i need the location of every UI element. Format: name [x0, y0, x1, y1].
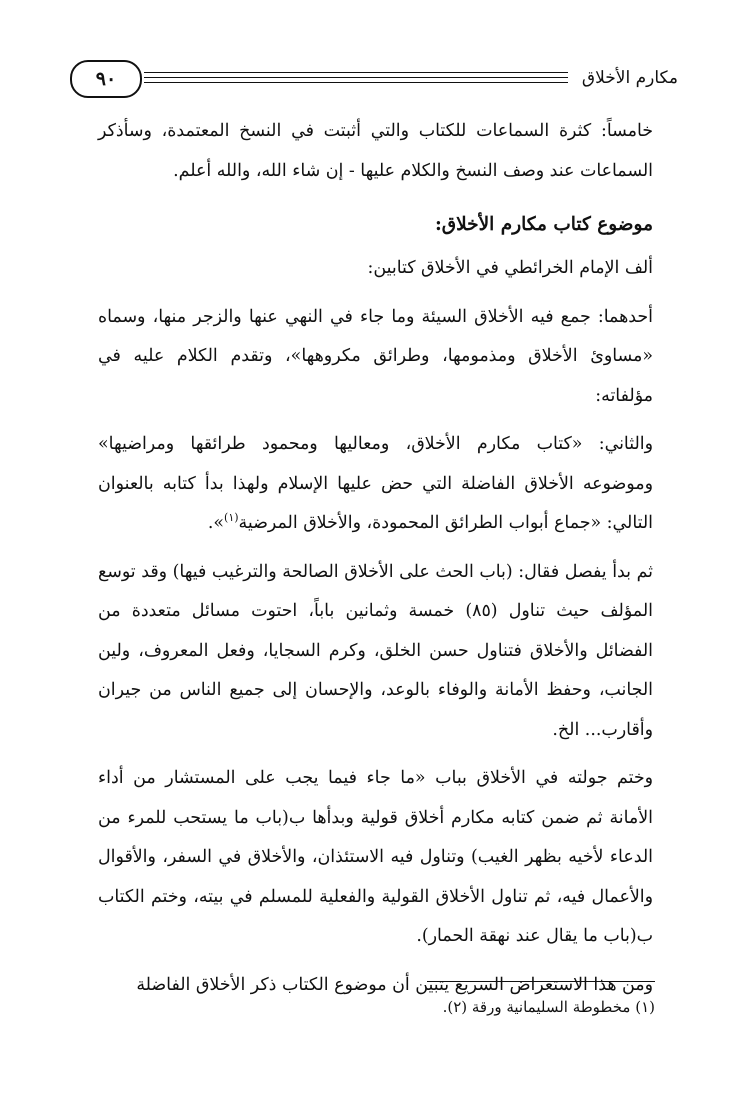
- footnote-divider: [427, 981, 655, 982]
- paragraph-text: ».: [207, 513, 225, 533]
- section-heading: موضوع كتاب مكارم الأخلاق:: [434, 214, 653, 235]
- paragraph: وختم جولته في الأخلاق بباب «ما جاء فيما يجب على المستشار من أداء الأمانة ثم ضمن كتابه مكارم أخلاق قولية وبدأها ب(باب ما يستحب للمرء من الدعاء لأخيه بظهر الغيب) وتناول فيه الاستئذان، والأخلاق في السفر، والأقوال والأعمال فيه، ثم تناول الأخلاق القولية والفعلية للمسلم في بيته، وختم الكتاب ب(باب ما يقال عند نهقة الحمار).: [98, 768, 653, 946]
- paragraph: خامساً: كثرة السماعات للكتاب والتي أثبتت في النسخ المعتمدة، وسأذكر السماعات عند وصف النسخ والكلام عليها - إن شاء الله، والله أعلم.: [98, 121, 653, 181]
- header-rule: [144, 77, 568, 78]
- page-number: ٩٠: [70, 60, 142, 98]
- main-text: [98, 112, 653, 1014]
- page-header: [70, 60, 678, 100]
- footnote-reference: (١): [224, 511, 239, 525]
- paragraph: [98, 425, 653, 544]
- paragraph: ثم بدأ يفصل فقال: (باب الحث على الأخلاق الصالحة والترغيب فيها) وقد توسع المؤلف حيث تناول (٨٥) خمسة وثمانين باباً، احتوت مسائل متعددة من الفضائل والأخلاق فتناول حسن الخلق، وكرم السجايا، وفعل المعروف، ولين الجانب، وحفظ الأمانة والوفاء بالوعد، والإحسان إلى جميع الناس من جيران وأقارب... الخ.: [98, 561, 653, 740]
- paragraph: أحدهما: جمع فيه الأخلاق السيئة وما جاء في النهي عنها والزجر منها، وسماه «مساوئ الأخلاق ومذمومها، وطرائق مكروهها»، وتقدم الكلام عليه في مؤلفاته:: [98, 306, 653, 406]
- paragraph: ومن هذا الاستعراض السريع يتبين أن موضوع الكتاب ذكر الأخلاق الفاضلة: [136, 974, 653, 995]
- header-rule: [144, 82, 568, 83]
- running-title: مكارم الأخلاق: [574, 68, 678, 88]
- header-rule: [144, 72, 568, 73]
- paragraph-text: والثاني: «كتاب مكارم الأخلاق، ومعاليها ومحمود طرائقها ومراضيها» وموضوعه الأخلاق الفاضلة التي حض عليها الإسلام ولهذا بدأ كتابه بالعنوان التالي: «جماع أبواب الطرائق المحمودة، والأخلاق المرضية: [98, 434, 653, 533]
- footnote: (١) مخطوطة السليمانية ورقة (٢).: [442, 998, 655, 1016]
- paragraph: ألف الإمام الخرائطي في الأخلاق كتابين:: [367, 258, 653, 278]
